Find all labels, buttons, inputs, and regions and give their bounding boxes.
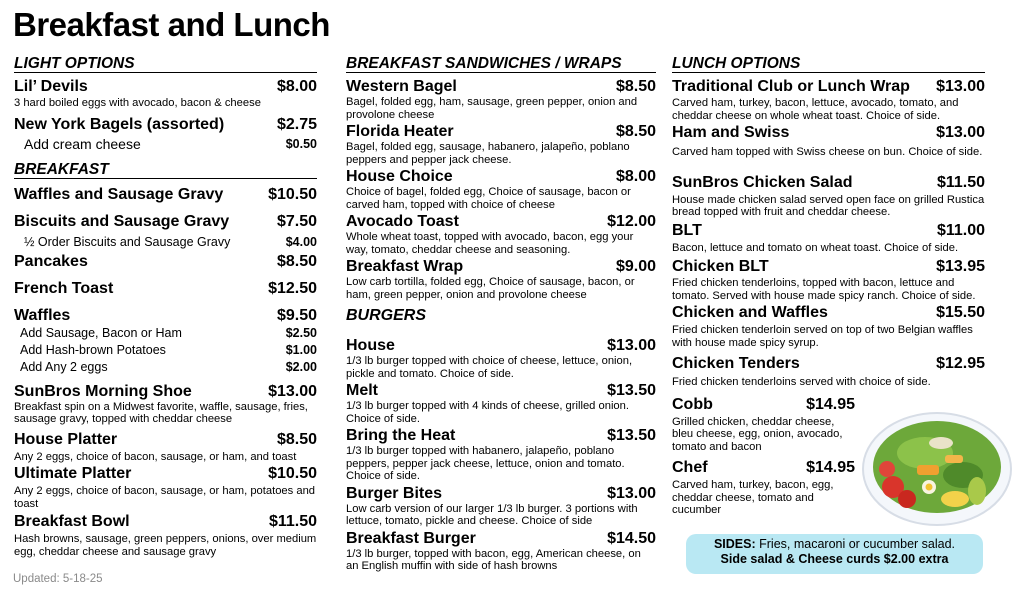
addon-name: Add Any 2 eggs bbox=[20, 359, 108, 374]
menu-title: Breakfast and Lunch bbox=[13, 6, 330, 43]
sides-label: SIDES: bbox=[713, 537, 756, 551]
menu-item bbox=[14, 185, 317, 204]
menu-item bbox=[14, 279, 317, 298]
item-desc: Hash browns, sausage, green peppers, onions, over medium egg, cheddar cheese and sausage gravy bbox=[14, 533, 317, 558]
item-price: $7.50 bbox=[276, 212, 317, 230]
item-name: House Platter bbox=[14, 430, 118, 448]
item-price: $10.50 bbox=[268, 185, 317, 203]
item-price: $8.00 bbox=[276, 78, 317, 95]
item-name: French Toast bbox=[14, 279, 114, 297]
item-desc: Carved ham, turkey, bacon, lettuce, avocado, tomato, and cheddar cheese on whole wheat toast. Choice of side. bbox=[672, 97, 959, 122]
menu-item bbox=[672, 303, 985, 322]
addon-price: $2.00 bbox=[285, 359, 317, 374]
item-price: $12.50 bbox=[268, 279, 317, 297]
item-name: Burger Bites bbox=[346, 484, 443, 502]
item-name: Melt bbox=[346, 382, 378, 399]
item-name: Chicken and Waffles bbox=[672, 304, 828, 321]
item-price: $13.00 bbox=[607, 484, 656, 502]
item-price: $13.00 bbox=[936, 78, 985, 95]
item-name: Chicken BLT bbox=[672, 258, 769, 275]
addon-row bbox=[14, 136, 317, 153]
menu-item bbox=[672, 123, 985, 142]
addon-name: ½ Order Biscuits and Sausage Gravy bbox=[24, 234, 231, 249]
item-name: Avocado Toast bbox=[346, 213, 459, 230]
item-name: Biscuits and Sausage Gravy bbox=[14, 212, 230, 230]
cobb-block bbox=[672, 395, 855, 454]
item-name: New York Bagels (assorted) bbox=[14, 115, 225, 133]
item-name: Lil’ Devils bbox=[14, 78, 88, 95]
item-price: $9.00 bbox=[615, 258, 656, 275]
salad-bowl-image bbox=[855, 403, 1015, 533]
section-header-sandwiches: BREAKFAST SANDWICHES / WRAPS bbox=[346, 55, 656, 73]
menu-item bbox=[346, 381, 656, 400]
item-price: $10.50 bbox=[268, 465, 317, 482]
menu-item bbox=[672, 395, 855, 414]
item-name: House bbox=[346, 337, 395, 354]
addon-price: $0.50 bbox=[285, 136, 317, 151]
item-price: $8.50 bbox=[615, 78, 656, 95]
item-price: $8.50 bbox=[615, 123, 656, 140]
menu-item bbox=[346, 77, 656, 96]
item-desc: Whole wheat toast, topped with avocado, bacon, egg your way, tomato, cheddar cheese and seasoning. bbox=[346, 231, 634, 256]
item-desc: Low carb tortilla, folded egg, Choice of sausage, bacon, or ham, green pepper, onion and provolone cheese bbox=[346, 276, 635, 301]
section-header-light-options: LIGHT OPTIONS bbox=[14, 55, 317, 73]
item-name: Breakfast Wrap bbox=[346, 258, 464, 275]
item-name: SunBros Chicken Salad bbox=[672, 173, 853, 191]
item-price: $12.00 bbox=[607, 213, 656, 230]
item-desc: 1/3 lb burger, topped with bacon, egg, American cheese, on an English muffin with side of hash browns bbox=[346, 547, 641, 572]
item-price: $13.95 bbox=[936, 258, 985, 275]
item-name: Traditional Club or Lunch Wrap bbox=[672, 78, 910, 95]
menu-item bbox=[14, 512, 317, 531]
addon-row bbox=[14, 342, 317, 359]
item-desc: Bagel, folded egg, ham, sausage, green pepper, onion and provolone cheese bbox=[346, 96, 638, 121]
item-price: $13.00 bbox=[607, 337, 656, 354]
menu-item bbox=[672, 458, 855, 477]
item-desc: 1/3 lb burger topped with habanero, jalapeño, poblano peppers, pepper jack cheese, lettuce, onion and tomato. Choice of side. bbox=[346, 445, 625, 482]
addon-price: $1.00 bbox=[285, 342, 317, 357]
item-price: $8.50 bbox=[276, 252, 317, 270]
item-price: $12.95 bbox=[936, 355, 985, 372]
item-name: Ultimate Platter bbox=[14, 465, 132, 482]
item-name: Pancakes bbox=[14, 252, 88, 270]
menu-item bbox=[14, 306, 317, 325]
item-desc: Low carb version of our larger 1/3 lb burger. 3 portions with lettuce, tomato, pickle and cheese. Choice of side bbox=[346, 502, 638, 527]
item-name: Florida Heater bbox=[346, 123, 454, 140]
item-price: $13.00 bbox=[268, 382, 317, 400]
section-header-lunch: LUNCH OPTIONS bbox=[672, 55, 985, 73]
addon-price: $4.00 bbox=[285, 234, 317, 249]
addon-row bbox=[14, 234, 317, 251]
sides-extra: Side salad & Cheese curds $2.00 extra bbox=[720, 552, 949, 566]
addon-row bbox=[14, 325, 317, 342]
menu-item bbox=[346, 167, 656, 186]
menu-item bbox=[346, 122, 656, 141]
item-price: $9.50 bbox=[276, 306, 317, 324]
item-price: $14.50 bbox=[607, 529, 656, 547]
item-price: $11.50 bbox=[936, 173, 985, 191]
menu-item bbox=[346, 529, 656, 548]
menu-item bbox=[14, 77, 317, 96]
item-name: Ham and Swiss bbox=[672, 124, 790, 141]
item-desc: Carved ham, turkey, bacon, egg, cheddar cheese, tomato and cucumber bbox=[672, 479, 834, 516]
addon-row bbox=[14, 359, 317, 376]
item-price: $8.50 bbox=[276, 430, 317, 448]
item-desc: Fried chicken tenderloins, topped with bacon, lettuce and tomato. Served with house made spicy ranch. Choice of side. bbox=[672, 277, 976, 302]
item-name: Chef bbox=[672, 459, 708, 476]
item-desc: House made chicken salad served open face on grilled Rustica bread topped with fruit and cheddar cheese. bbox=[672, 193, 985, 218]
item-price: $13.00 bbox=[936, 124, 985, 141]
section-header-burgers: BURGERS bbox=[346, 307, 427, 324]
item-name: Chicken Tenders bbox=[672, 355, 800, 372]
column-middle bbox=[346, 55, 656, 573]
updated-date: Updated: 5-18-25 bbox=[13, 573, 103, 585]
item-price: $13.50 bbox=[607, 382, 656, 399]
addon-name: Add Hash-brown Potatoes bbox=[20, 342, 166, 357]
item-price: $11.50 bbox=[268, 513, 317, 530]
item-desc: 3 hard boiled eggs with avocado, bacon & cheese bbox=[14, 97, 261, 109]
item-name: Breakfast Burger bbox=[346, 529, 476, 547]
menu-item bbox=[672, 257, 985, 276]
item-desc: 1/3 lb burger topped with choice of cheese, lettuce, onion, pickle and tomato. Choice of side. bbox=[346, 355, 633, 380]
menu-item bbox=[672, 221, 985, 240]
item-price: $14.95 bbox=[806, 459, 855, 476]
menu-item bbox=[346, 426, 656, 445]
sides-text: Fries, macaroni or cucumber salad. bbox=[755, 537, 956, 551]
item-desc: Bacon, lettuce and tomato on wheat toast. Choice of side. bbox=[672, 241, 959, 254]
item-name: SunBros Morning Shoe bbox=[14, 382, 192, 400]
item-desc: Fried chicken tenderloin served on top of two Belgian waffles with house made spicy syrup. bbox=[672, 324, 973, 349]
menu-item bbox=[672, 354, 985, 373]
addon-price: $2.50 bbox=[285, 325, 317, 340]
item-desc: Any 2 eggs, choice of bacon, sausage, or ham, and toast bbox=[14, 450, 297, 463]
menu-item bbox=[14, 430, 317, 449]
item-desc: Choice of bagel, folded egg, Choice of sausage, bacon or carved ham, topped with choice of cheese bbox=[346, 186, 631, 211]
menu-item bbox=[14, 382, 317, 401]
item-name: Western Bagel bbox=[346, 78, 457, 95]
item-desc: Grilled chicken, cheddar cheese, bleu cheese, egg, onion, avocado, tomato and bacon bbox=[672, 415, 843, 453]
item-price: $15.50 bbox=[936, 304, 985, 321]
item-name: House Choice bbox=[346, 168, 453, 185]
item-price: $13.50 bbox=[607, 427, 656, 444]
menu-item bbox=[346, 212, 656, 231]
sides-box bbox=[686, 534, 983, 574]
menu-item bbox=[14, 252, 317, 271]
item-desc: 1/3 lb burger topped with 4 kinds of cheese, grilled onion. Choice of side. bbox=[346, 400, 629, 425]
item-price: $11.00 bbox=[936, 221, 985, 239]
item-price: $14.95 bbox=[806, 395, 855, 413]
item-name: BLT bbox=[672, 221, 702, 239]
item-name: Bring the Heat bbox=[346, 427, 456, 444]
item-name: Waffles bbox=[14, 306, 71, 324]
item-desc: Breakfast spin on a Midwest favorite, waffle, sausage, fries, sausage gravy, topped with cheddar cheese bbox=[14, 400, 308, 425]
addon-name: Add cream cheese bbox=[24, 135, 141, 152]
addon-name: Add Sausage, Bacon or Ham bbox=[20, 325, 182, 340]
menu-item bbox=[672, 173, 985, 192]
item-desc: Bagel, folded egg, sausage, habanero, jalapeño, poblano peppers and pepper jack cheese. bbox=[346, 141, 630, 166]
menu-item bbox=[346, 336, 656, 355]
item-price: $8.00 bbox=[615, 168, 656, 185]
item-desc: Carved ham topped with Swiss cheese on bun. Choice of side. bbox=[672, 146, 983, 158]
menu-item bbox=[14, 464, 317, 483]
menu-item bbox=[346, 257, 656, 276]
item-name: Cobb bbox=[672, 395, 713, 413]
item-price: $2.75 bbox=[276, 115, 317, 133]
item-name: Breakfast Bowl bbox=[14, 513, 130, 530]
item-desc: Any 2 eggs, choice of bacon, sausage, or ham, potatoes and toast bbox=[14, 485, 316, 510]
chef-block bbox=[672, 458, 855, 517]
item-name: Waffles and Sausage Gravy bbox=[14, 185, 224, 203]
menu-item bbox=[346, 484, 656, 503]
column-left bbox=[14, 55, 317, 558]
section-header-breakfast: BREAKFAST bbox=[14, 161, 317, 179]
menu-item bbox=[14, 115, 317, 134]
menu-item bbox=[14, 212, 317, 231]
item-desc: Fried chicken tenderloins served with choice of side. bbox=[672, 376, 931, 388]
menu-item bbox=[672, 77, 985, 96]
